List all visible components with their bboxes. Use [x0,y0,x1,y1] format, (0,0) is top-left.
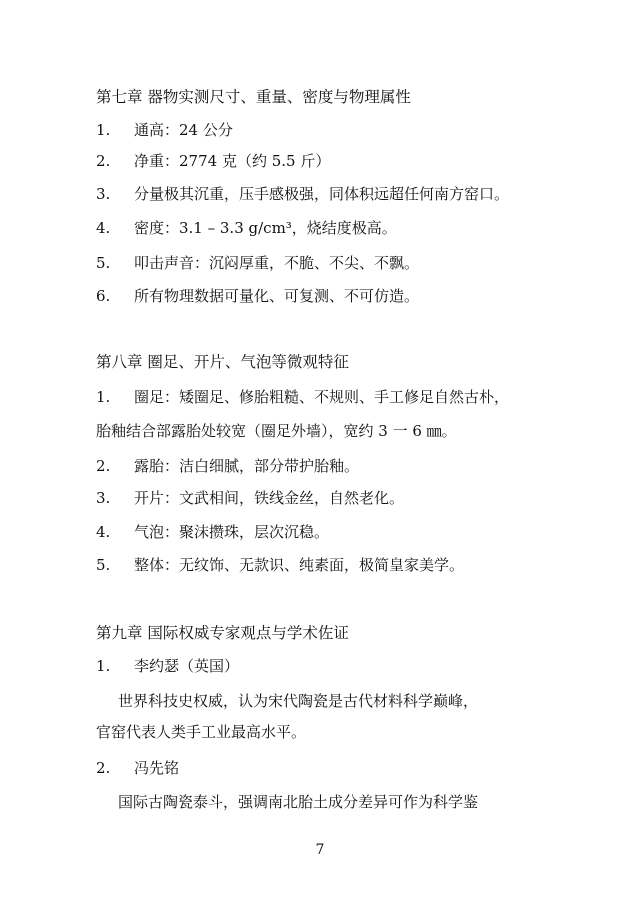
item-text: 净重：2774 克（约 5.5 斤） [134,152,331,170]
item-text: 所有物理数据可量化、可复测、不可仿造。 [134,287,420,305]
chapter-7-title: 第七章 器物实测尺寸、重量、密度与物理属性 [96,88,411,106]
list-item [96,655,600,677]
item-number: 2. [96,152,111,170]
item-number: 1. [96,388,111,406]
item-number: 3. [96,489,111,507]
item-number: 1. [96,657,111,675]
list-item [96,386,600,408]
item-text: 叩击声音：沉闷厚重，不脆、不尖、不飘。 [134,254,420,272]
item-text: 通高：24 公分 [134,121,233,139]
item-number: 4. [96,523,111,541]
item-text: 气泡：聚沫攒珠，层次沉稳。 [134,523,330,541]
item-text: 开片：文武相间，铁线金丝，自然老化。 [134,489,405,507]
list-item [96,487,600,509]
list-item-continuation: 胎釉结合部露胎处较宽（圈足外墙），宽约 3 一 6 ㎜。 [96,422,457,440]
item-number: 2. [96,457,111,475]
item-text: 密度：3.1 – 3.3 g/cm³，烧结度极高。 [134,219,397,237]
list-item [96,217,600,239]
item-text: 整体：无纹饰、无款识、纯素面，极简皇家美学。 [134,556,465,574]
list-item [96,119,600,141]
item-number: 1. [96,121,111,139]
list-item [96,455,600,477]
chapter-8-title: 第八章 圈足、开片、气泡等微观特征 [96,353,349,371]
item-number: 2. [96,759,111,777]
item-text: 冯先铭 [134,759,180,777]
item-text: 露胎：洁白细腻，部分带护胎釉。 [134,457,360,475]
item-number: 5. [96,556,111,574]
list-item [96,521,600,543]
list-item [96,554,600,576]
paragraph-line: 国际古陶瓷泰斗，强调南北胎土成分差异可作为科学鉴 [118,793,479,811]
chapter-9-title: 第九章 国际权威专家观点与学术佐证 [96,624,349,642]
paragraph-line: 世界科技史权威，认为宋代陶瓷是古代材料科学巅峰， [118,692,479,710]
item-text: 圈足：矮圈足、修胎粗糙、不规则、手工修足自然古朴， [134,388,510,406]
list-item [96,150,600,172]
item-number: 4. [96,219,111,237]
item-text: 李约瑟（英国） [134,657,240,675]
paragraph-line: 官窑代表人类手工业最高水平。 [96,723,307,741]
list-item [96,183,600,205]
list-item [96,285,600,307]
item-text: 分量极其沉重，压手感极强，同体积远超任何南方窑口。 [134,185,510,203]
page-number: 7 [315,842,325,858]
list-item [96,757,600,779]
item-number: 6. [96,287,111,305]
list-item [96,252,600,274]
item-number: 5. [96,254,111,272]
item-number: 3. [96,185,111,203]
